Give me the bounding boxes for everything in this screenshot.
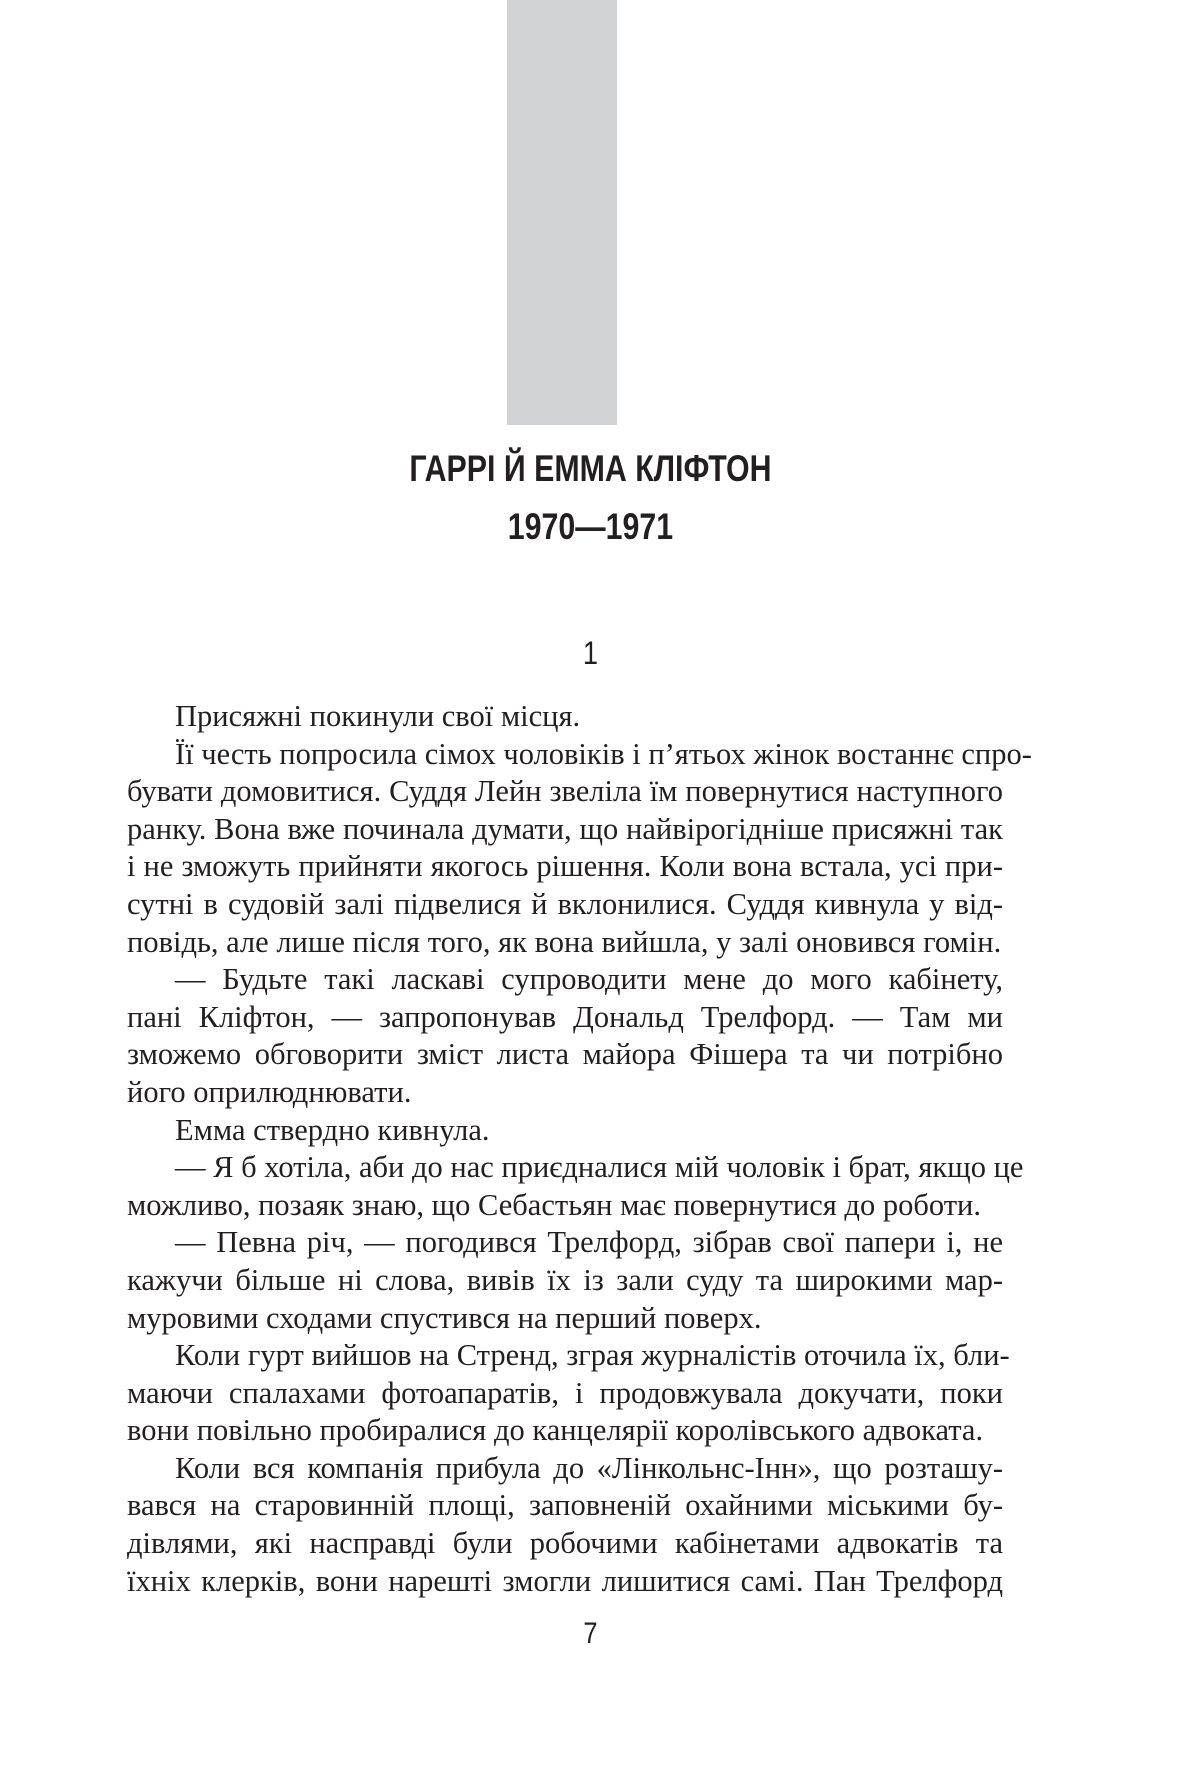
body-text: [127, 698, 1032, 1600]
part-years: 1970—1971: [507, 506, 674, 547]
text-line: Її честь попросила сімох чоловіків і п’ятьох жінок востаннє спро-: [175, 736, 1032, 771]
text-line: вони повільно пробиралися до канцелярії королівського адвоката.: [127, 1413, 984, 1448]
text-line: Коли вся компанія прибула до «Лінкольнс-Інн», що розташу-: [175, 1450, 1003, 1485]
text-line: можливо, позаяк знаю, що Себастьян має повернутися до роботи.: [127, 1187, 981, 1222]
chapter-number: 1: [582, 635, 598, 671]
page-number: 7: [583, 1617, 598, 1650]
text-line: його оприлюднювати.: [127, 1074, 412, 1109]
text-line: вався на старовинній площі, заповненій охайними міськими бу-: [127, 1488, 1003, 1523]
text-line: зможемо обговорити зміст листа майора Фішера та чи потрібно: [127, 1037, 1003, 1072]
text-line: кажучи більше ні слова, вивів їх із зали суду та широкими мар-: [127, 1262, 1003, 1297]
text-line: ранку. Вона вже починала думати, що найвірогідніше присяжні так: [127, 811, 1003, 846]
text-line: дівлями, які насправді були робочими кабінетами адвокатів та: [127, 1526, 1003, 1561]
text-line: маючи спалахами фотоапаратів, і продовжувала докучати, поки: [127, 1375, 1003, 1410]
text-line: Емма ствердно кивнула.: [175, 1112, 490, 1147]
text-line: Присяжні покинули свої місця.: [175, 699, 581, 733]
chapter-decorative-bar: [507, 0, 617, 425]
text-line: — Я б хотіла, аби до нас приєдналися мій чоловік і брат, якщо це: [175, 1150, 1024, 1185]
text-line: муровими сходами спустився на перший поверх.: [127, 1300, 762, 1335]
part-title: ГАРРІ Й ЕММА КЛІФТОН: [409, 448, 772, 489]
part-heading: [106, 440, 1074, 556]
text-line: і не зможуть прийняти якогось рішення. Коли вона встала, усі при-: [127, 849, 1003, 884]
text-line: пані Кліфтон, — запропонував Дональд Трелфорд. — Там ми: [127, 999, 1003, 1034]
text-line: сутні в судовій залі підвелися й вклонилися. Суддя кивнула у від-: [127, 886, 1003, 921]
text-line: Коли гурт вийшов на Стренд, зграя журналістів оточила їх, бли-: [175, 1338, 1010, 1373]
text-line: бувати домовитися. Суддя Лейн звеліла їм повернутися наступного: [127, 774, 1003, 809]
text-line: їхніх клерків, вони нарешті змогли лишитися самі. Пан Трелфорд: [127, 1563, 1003, 1598]
text-line: — Певна річ, — погодився Трелфорд, зібрав свої папери і, не: [175, 1225, 1003, 1260]
text-line: повідь, але лише після того, як вона вийшла, у залі оновився гомін.: [127, 924, 1002, 959]
text-line: — Будьте такі ласкаві супроводити мене до мого кабінету,: [175, 962, 1003, 997]
